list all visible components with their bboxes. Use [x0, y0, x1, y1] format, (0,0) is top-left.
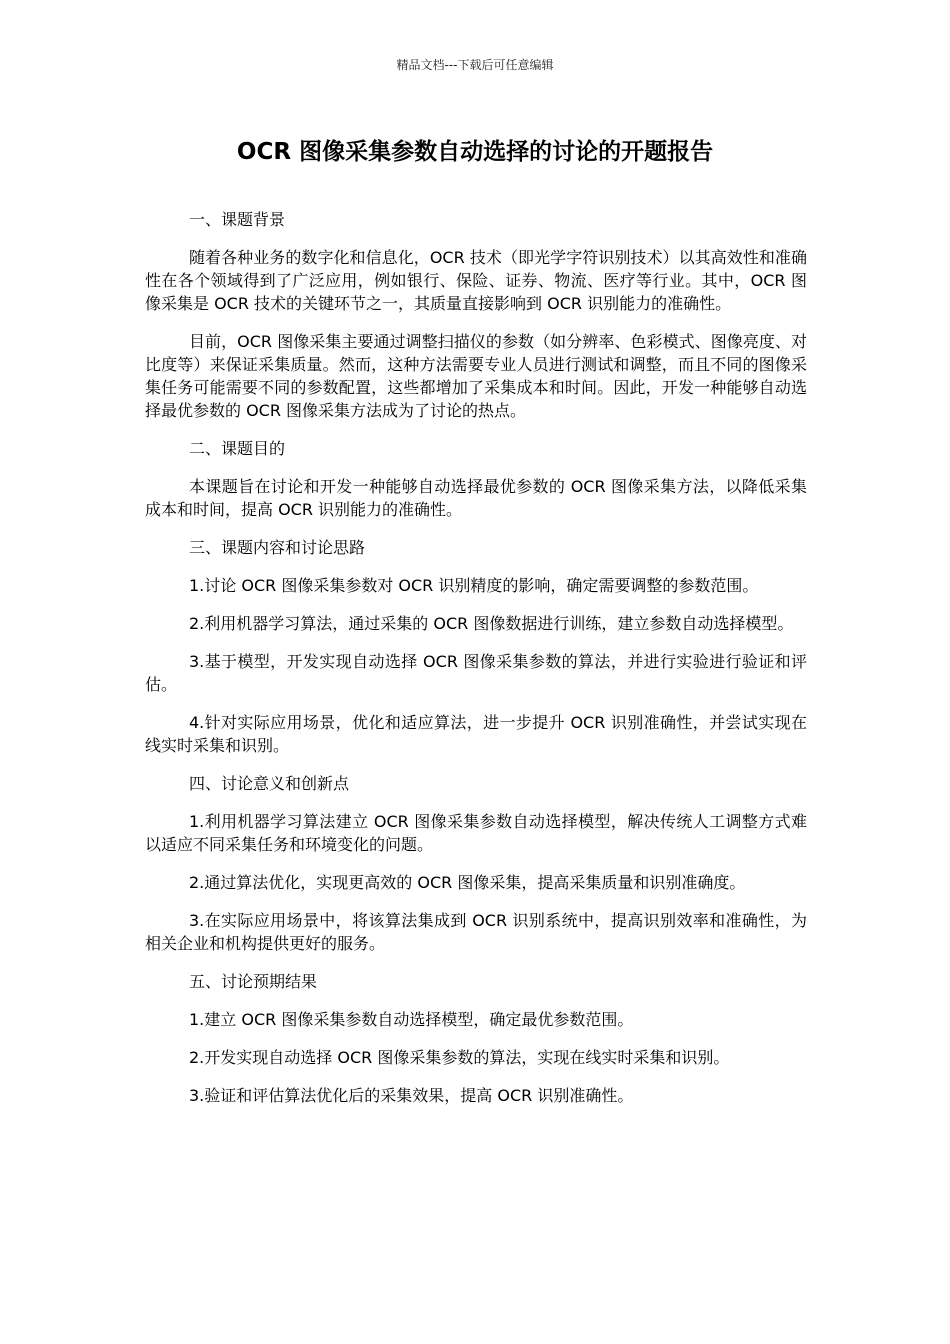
- list-item-content-3: 3.基于模型，开发实现自动选择 OCR 图像采集参数的算法，并进行实验进行验证和评估。: [145, 652, 807, 694]
- document-title: OCR 图像采集参数自动选择的讨论的开题报告: [236, 139, 714, 165]
- list-item-content-4: 4.针对实际应用场景，优化和适应算法，进一步提升 OCR 识别准确性，并尝试实现在线实时采集和识别。: [145, 713, 807, 755]
- header-note: 精品文档---下载后可任意编辑: [396, 58, 554, 72]
- list-item-significance-1: 1.利用机器学习算法建立 OCR 图像采集参数自动选择模型，解决传统人工调整方式难以适应不同采集任务和环境变化的问题。: [145, 812, 807, 854]
- list-item-results-2: 2.开发实现自动选择 OCR 图像采集参数的算法，实现在线实时采集和识别。: [189, 1048, 730, 1067]
- list-item-significance-2: 2.通过算法优化，实现更高效的 OCR 图像采集，提高采集质量和识别准确度。: [189, 873, 746, 892]
- section-heading-background: 一、课题背景: [189, 210, 286, 229]
- section-heading-purpose: 二、课题目的: [189, 439, 286, 458]
- list-item-content-2: 2.利用机器学习算法，通过采集的 OCR 图像数据进行训练，建立参数自动选择模型。: [189, 614, 794, 633]
- list-item-significance-3: 3.在实际应用场景中，将该算法集成到 OCR 识别系统中，提高识别效率和准确性，为相关企业和机构提供更好的服务。: [145, 911, 807, 953]
- document-body: [145, 208, 807, 1122]
- list-item-content-1: 1.讨论 OCR 图像采集参数对 OCR 识别精度的影响，确定需要调整的参数范围。: [189, 576, 759, 595]
- section-heading-content: 三、课题内容和讨论思路: [189, 538, 366, 557]
- paragraph-purpose: 本课题旨在讨论和开发一种能够自动选择最优参数的 OCR 图像采集方法，以降低采集成本和时间，提高 OCR 识别能力的准确性。: [145, 477, 807, 519]
- paragraph-background-2: 目前，OCR 图像采集主要通过调整扫描仪的参数（如分辨率、色彩模式、图像亮度、对比度等）来保证采集质量。然而，这种方法需要专业人员进行测试和调整，而且不同的图像采集任务可能需要不同的参数配置，这些都增加了采集成本和时间。因此，开发一种能够自动选择最优参数的 OCR 图像采集方法成为了讨论的热点。: [145, 332, 807, 420]
- list-item-results-1: 1.建立 OCR 图像采集参数自动选择模型，确定最优参数范围。: [189, 1010, 634, 1029]
- paragraph-background-1: 随着各种业务的数字化和信息化，OCR 技术（即光学字符识别技术）以其高效性和准确性在各个领域得到了广泛应用，例如银行、保险、证券、物流、医疗等行业。其中，OCR 图像采集是 OCR 技术的关键环节之一，其质量直接影响到 OCR 识别能力的准确性。: [145, 248, 807, 313]
- list-item-results-3: 3.验证和评估算法优化后的采集效果，提高 OCR 识别准确性。: [189, 1086, 634, 1105]
- section-heading-significance: 四、讨论意义和创新点: [189, 774, 350, 793]
- section-heading-results: 五、讨论预期结果: [189, 972, 318, 991]
